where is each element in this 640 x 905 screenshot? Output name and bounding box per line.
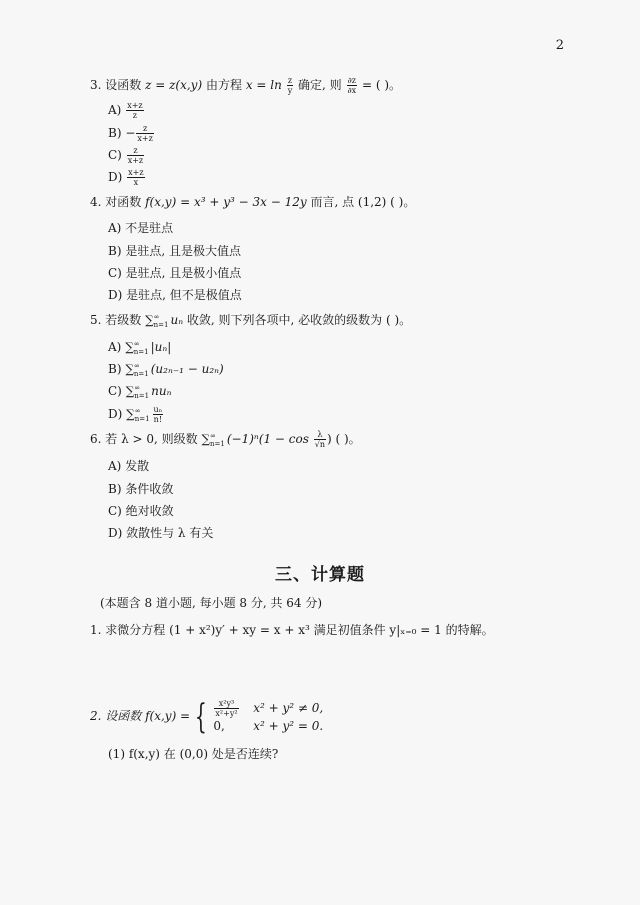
q4-expr: f(x,y) = x³ + y³ − 3x − 12y (145, 195, 307, 209)
q4-option-b: B) 是驻点, 且是极大值点 (108, 244, 241, 258)
q3-a-frac: $\frac{x+z}{z}$ (127, 101, 143, 120)
q3-option-a: A) $\frac{x+z}{z}$ (108, 101, 143, 120)
q3-by-eq: 由方程 (205, 78, 242, 92)
q6-option-a: A) 发散 (108, 459, 150, 473)
q6-option-d: D) 敛散性与 λ 有关 (108, 526, 214, 540)
question-4: 4. 对函数 f(x,y) = x³ + y³ − 3x − 12y 而言, 点 (1,2) ( )。 (90, 195, 416, 209)
q5-option-d: D) ∑ ∞ n=1 $\frac{\text{uₙ}}{n!}$ (108, 405, 163, 424)
question-6: 6. 若 λ > 0, 则级数 ∑ ∞ n=1 (−1)ⁿ(1 − cos $\frac{\lambda}{√n}$ ) ( )。 (90, 430, 361, 449)
q3-option-c: C) $\frac{z}{x+z}$ (108, 146, 144, 165)
q5-option-b: B) ∑ ∞ n=1 (u₂ₙ₋₁ − u₂ₙ) (108, 361, 224, 378)
q3-eq: x = ln (245, 78, 282, 92)
q3-partial-frac: $\frac{\partial z}{\partial x}$ (347, 76, 357, 95)
q6-option-c: C) 绝对收敛 (108, 504, 174, 518)
piecewise-cases: $\frac{\text{x²y³}}{\text{x²+y²}}$ x² + y² ≠ 0, 0, x² + y² = 0. (213, 698, 324, 733)
section-title: 三、计算题 (275, 565, 365, 585)
page-number: 2 (555, 38, 564, 53)
q5-option-c: C) ∑ ∞ n=1 nuₙ (108, 383, 172, 400)
q6-option-b: B) 条件收敛 (108, 482, 174, 496)
q3-option-d: D) $\frac{x+z}{x}$ (108, 168, 144, 187)
cases-brace: { (194, 696, 207, 737)
q4-option-a: A) 不是驻点 (108, 221, 174, 235)
q3-tail: = ( )。 (362, 78, 402, 92)
q3-d-frac: $\frac{x+z}{x}$ (128, 168, 144, 187)
q3-c-frac: $\frac{z}{x+z}$ (127, 146, 144, 165)
section-note: (本题含 8 道小题, 每小题 8 分, 共 64 分) (100, 596, 323, 610)
q3-b-frac: $\frac{z}{x+z}$ (137, 124, 153, 143)
q3-determined: 确定, 则 (298, 78, 342, 92)
q5-d-frac: $\frac{\text{uₙ}}{n!}$ (153, 405, 163, 424)
q4-option-c: C) 是驻点, 且是极小值点 (108, 266, 242, 280)
q3-option-b: B) − $\frac{z}{x+z}$ (108, 124, 153, 143)
q3-eq-frac: $\frac{z}{y}$ (287, 76, 293, 95)
q3-func: z = z(x,y) (145, 78, 203, 92)
q3-stem: 3. 设函数 (90, 78, 142, 92)
calc-question-1: 1. 求微分方程 (1 + x²)y′ + xy = x + x³ 满足初值条件 y|ₓ₌₀ = 1 的特解。 (90, 623, 494, 637)
q5-option-a: A) ∑ ∞ n=1 |uₙ| (108, 339, 172, 356)
q4-option-d: D) 是驻点, 但不是极值点 (108, 288, 242, 302)
question-3 (90, 76, 401, 95)
question-5: 5. 若级数 ∑ ∞ n=1 uₙ 收敛, 则下列各项中, 必收敛的级数为 ( )。 (90, 312, 412, 329)
q6-frac: $\frac{\lambda}{√n}$ (314, 430, 325, 449)
calc-question-2: 2. 设函数 f(x,y) = { $\frac{\text{x²y³}}{\text{x²+y²}}$ x² + y² ≠ 0, 0, x² + y² = 0. (90, 696, 324, 737)
calc-q2-sub1: (1) f(x,y) 在 (0,0) 处是否连续? (108, 747, 279, 761)
